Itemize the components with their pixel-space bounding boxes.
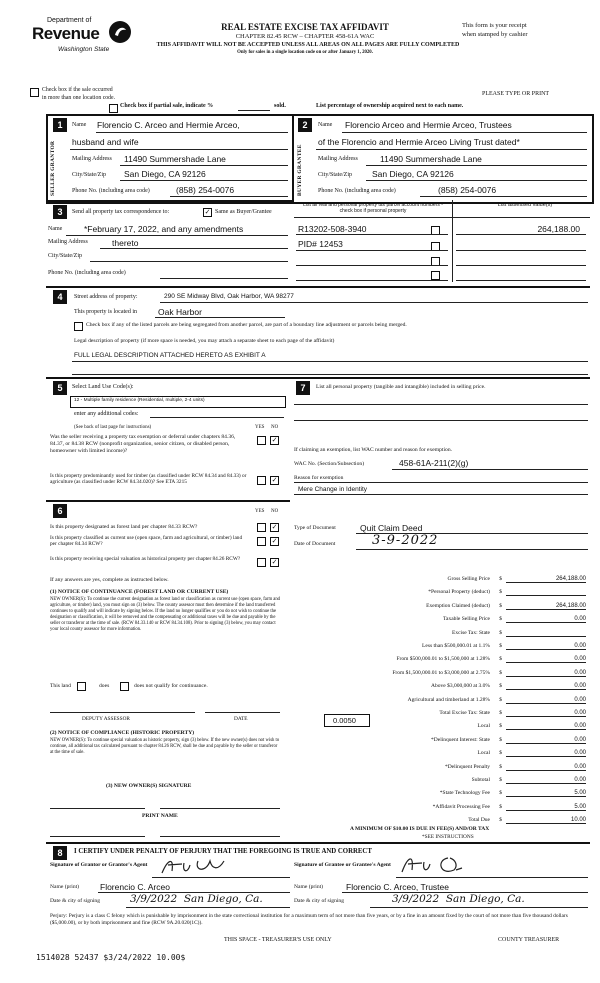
fee-value[interactable]: 0.00 (506, 616, 586, 623)
s1-city-line[interactable] (120, 180, 288, 181)
recording-stamp: 1514028 52437 $3/24/2022 10.00$ (36, 953, 186, 962)
grantor-date-city: 3/9/2022 San Diego, Ca. (130, 893, 263, 905)
grantee-date-line[interactable] (370, 907, 588, 908)
s6-q1-no-checkbox[interactable]: ✓ (271, 523, 278, 531)
exemption-label: If claiming an exemption, list WAC number and reason for exemption. (294, 447, 453, 453)
partial-sale-label: Check box if partial sale, indicate % (120, 103, 214, 109)
fee-label: Excise Tax: State (451, 629, 490, 636)
dept-line2: Revenue (32, 24, 100, 43)
s1-name-label: Name (72, 122, 87, 128)
parcel-4-personal-checkbox[interactable] (431, 271, 440, 280)
wac-line[interactable] (392, 469, 588, 470)
s6-q3: Is this property receiving special valuation as historical property per chapter 84.26 RCW? (50, 556, 241, 562)
fee-label: Taxable Selling Price (443, 616, 490, 623)
fee-value[interactable]: 0.00 (506, 750, 586, 757)
fee-value[interactable]: 0.00 (506, 737, 586, 744)
fee-value[interactable]: 0.00 (506, 643, 586, 650)
s1-city-label: City/State/Zip (72, 172, 106, 178)
does-not-label: does not qualify for continuance. (134, 683, 208, 689)
fee-row (310, 683, 590, 695)
s2-name-value1: Florencio Arceo and Hermie Arceo, Trustees (345, 120, 512, 130)
grantee-name-label: Name (print) (294, 884, 324, 890)
assessed-2-line[interactable] (456, 250, 586, 251)
fee-value[interactable]: 0.00 (506, 656, 586, 663)
fee-label: Above $3,000,000 at 3.0% (431, 683, 490, 690)
s5-q1: Was the seller receiving a property tax exemption or deferral under chapters 84.36, 84.37, or 84.38 RCW (nonprofit organization, senior citizen, or disabled person, homeowner with limited income)? (50, 434, 236, 454)
fee-value[interactable]: 5.00 (506, 790, 586, 797)
s1-city-value: San Diego, CA 92126 (124, 169, 206, 179)
parcel-2: PID# 12453 (298, 239, 343, 249)
this-land-label: This land (50, 683, 71, 689)
s5-q1-no-checkbox[interactable]: ✓ (271, 436, 278, 444)
partial-sale-checkbox[interactable] (109, 104, 118, 113)
s3-name-line[interactable] (66, 235, 288, 236)
deputy-date-label: DATE (234, 716, 248, 722)
fee-row (310, 603, 590, 615)
s6-yes: YES (255, 509, 265, 514)
s1-phone-line[interactable] (170, 196, 288, 197)
print-name-line-right[interactable] (160, 836, 280, 837)
notice1-body: NEW OWNER(S): To continue the current designation as forest land or classification as current use (open space, farm and agriculture, or timber) land, you must sign on (3) below. The county assessor must then determine if the land transferred continues to qualify and will indicate by signing below. If the land no longer qualifies or you do not wish to continue the designation or classification, it will be removed and the compensating or additional taxes will be due and payable by the seller or transferor at the time of sale. (RCW 84.33.140 or RCW 84.34.108). Prior to signing (3) below, you may contact your local county assessor for more information. (50, 597, 281, 632)
fee-row (310, 777, 590, 789)
fee-label: Exemption Claimed (deduct) (426, 602, 490, 609)
fee-label: Total Due (468, 817, 490, 824)
legal-label: Legal description of property (if more space is needed, you may attach a separate sheet to each page of the affidavit) (74, 338, 335, 344)
fee-value[interactable]: 0.00 (506, 683, 586, 690)
s6-q3-yes-checkbox[interactable] (257, 558, 266, 567)
county-treasurer: COUNTY TREASURER (498, 937, 560, 943)
s5-q1-yes-checkbox[interactable] (257, 436, 266, 445)
s5-q2-no-checkbox[interactable]: ✓ (271, 476, 278, 484)
assessed-1: 264,188.00 (537, 224, 580, 234)
located-label: This property is located in (74, 309, 137, 315)
fee-label: Subtotal (471, 777, 490, 783)
wac-label: WAC No. (Section/Subsection) (294, 461, 365, 467)
s1-name-line2[interactable] (70, 149, 288, 150)
fee-row (310, 790, 590, 802)
receipt-line1: This form is your receipt (462, 22, 527, 29)
type-or-print: PLEASE TYPE OR PRINT (482, 91, 550, 97)
fee-dollar-sign: $ (499, 643, 502, 649)
seller-grantor-label: SELLER GRANTOR (50, 140, 56, 196)
parcel-header: List all real and personal property tax parcel account numbers - check box if personal property (303, 202, 443, 214)
legal-line-1[interactable] (72, 361, 588, 362)
perjury-notice: Perjury: Perjury is a class C felony which is punishable by imprisonment in the state correctional institution for a maximum term of not more than five years, or by a fine in an amount fixed by the court of not more than five thousand dollars ($5,000.00), or by both imprisonment and fine (RCW 9A.20.020(1C)). (50, 913, 568, 926)
s6-q2-yes-checkbox[interactable] (257, 537, 266, 546)
local-rate-field[interactable] (324, 714, 370, 727)
fee-dollar-sign: $ (499, 683, 502, 690)
fee-value[interactable] (506, 630, 586, 637)
deputy-date-line[interactable] (205, 712, 280, 713)
fee-dollar-sign: $ (499, 656, 502, 663)
notice2-body: NEW OWNER(S): To continue special valuation as historic property, sign (3) below. If the new owner(s) does not wish to continue, all additional tax calculated pursuant to chapter 84.26 RCW, shall be due and payable by the seller or transferor at the time of sale. (50, 738, 280, 755)
see-back-note: (See back of last page for instructions) (74, 425, 152, 430)
s1-mailing-label: Mailing Address (72, 156, 112, 162)
grantee-date-city: 3/9/2022 San Diego, Ca. (392, 893, 525, 905)
s2-city-line[interactable] (366, 180, 587, 181)
fee-value[interactable]: 10.00 (506, 817, 586, 824)
assessed-3-line[interactable] (456, 265, 586, 266)
buyer-grantee-label: BUYER GRANTEE (297, 144, 303, 196)
grantor-signature (158, 855, 238, 879)
s2-city-label: City/State/Zip (318, 172, 352, 178)
land-use-select[interactable] (70, 396, 286, 408)
s4-top-rule (46, 286, 590, 288)
doc-type-value: Quit Claim Deed (360, 523, 423, 533)
parcel-1-line[interactable] (296, 234, 448, 235)
s3-mailing-line[interactable] (100, 248, 288, 249)
assessed-1-line[interactable] (456, 234, 586, 235)
notice2-title: (2) NOTICE OF COMPLIANCE (HISTORIC PROPERTY) (50, 730, 195, 736)
multi-location-checkbox[interactable] (30, 88, 39, 97)
s1-phone-label: Phone No. (including area code) (72, 188, 150, 194)
print-name-label: PRINT NAME (142, 813, 178, 819)
reason-label: Reason for exemption (294, 475, 344, 481)
s2-city-value: San Diego, CA 92126 (372, 169, 454, 179)
fee-dollar-sign: $ (499, 736, 502, 743)
s6-q2-no-checkbox[interactable]: ✓ (271, 537, 278, 545)
fee-value[interactable]: 0.00 (506, 697, 586, 704)
s3-phone-line[interactable] (160, 278, 288, 279)
s2-name-label: Name (318, 122, 333, 128)
minimum-note: A MINIMUM OF $10.00 IS DUE IN FEE(S) AND/OR TAX (350, 826, 490, 832)
street-value: 290 SE Midway Blvd, Oak Harbor, WA 98277 (164, 293, 294, 300)
parcel-1: R13202-508-3940 (298, 224, 367, 234)
receipt-line2: when stamped by cashier (462, 31, 528, 38)
fee-row (310, 697, 590, 709)
additional-codes-field[interactable] (150, 417, 284, 418)
fee-row (310, 750, 590, 762)
s5-yes: YES (255, 425, 265, 430)
s2-phone-line[interactable] (420, 196, 587, 197)
fee-dollar-sign: $ (499, 589, 502, 596)
fee-dollar-sign: $ (499, 629, 502, 636)
multi-location-label1: Check box if the sale occurred (42, 87, 113, 93)
grantor-name-label: Name (print) (50, 884, 80, 890)
grantor-date-label: Date & city of signing (50, 898, 101, 904)
fee-value[interactable] (506, 589, 586, 596)
ownership-note: List percentage of ownership acquired next to each name. (316, 103, 464, 109)
segregated-checkbox[interactable] (74, 322, 83, 331)
street-label: Street address of property: (74, 294, 138, 300)
s1-name-value2: husband and wife (72, 137, 139, 147)
fee-dollar-sign: $ (499, 602, 502, 609)
dept-line1: Department of (47, 17, 92, 24)
s3-name-value: *February 17, 2022, and any amendments (84, 224, 244, 234)
fee-label: Less than $500,000.01 at 1.1% (422, 643, 490, 649)
s5-q2: Is this property predominantly used for timber (as classified under RCW 84.34 and 84.33) or agriculture (as classified under RCW 84.34.020)? See ETA 3215 (50, 473, 247, 486)
fee-dollar-sign: $ (499, 696, 502, 703)
fee-label: Local (477, 750, 490, 757)
new-owner-sig-line-left[interactable] (50, 808, 145, 809)
revenue-logo (30, 15, 140, 60)
fee-label: Agricultural and timberland at 1.28% (407, 696, 490, 703)
s6-q3-no-checkbox[interactable]: ✓ (271, 558, 278, 566)
new-owner-sig-line-right[interactable] (160, 808, 280, 809)
does-label: does (99, 683, 110, 689)
section-8-number: 8 (53, 846, 67, 860)
deputy-signature-line[interactable] (50, 712, 195, 713)
fee-row (310, 656, 590, 668)
s3-phone-label: Phone No. (including area code) (48, 270, 126, 276)
fee-label: From $1,500,000.01 to $3,000,000 at 2.75% (392, 669, 490, 676)
s3-mailing-value: thereto (112, 238, 139, 248)
fee-label: Local (477, 723, 490, 730)
fee-value[interactable]: 0.00 (506, 710, 586, 717)
fee-row (310, 630, 590, 642)
fee-dollar-sign: $ (499, 790, 502, 797)
section-4-number: 4 (53, 290, 67, 304)
form-chapter: CHAPTER 82.45 RCW – CHAPTER 458-61A WAC (235, 33, 375, 40)
new-owner-sig-label: (3) NEW OWNER(S) SIGNATURE (106, 783, 192, 789)
fee-dollar-sign: $ (499, 777, 502, 783)
fee-value[interactable]: 5.00 (506, 804, 586, 811)
reason-line-2[interactable] (294, 494, 588, 495)
grantor-name-value: Florencio C. Arceo (100, 882, 170, 892)
fee-dollar-sign: $ (499, 817, 502, 824)
s6-if-any: If any answers are yes, complete as instructed below. (50, 577, 169, 583)
s3-city-label: City/State/Zip (48, 253, 82, 259)
fee-value[interactable]: 0.00 (506, 764, 586, 771)
s5-no: NO (271, 425, 279, 430)
partial-sale-sold: sold. (274, 103, 286, 109)
section-3-number: 3 (53, 205, 67, 219)
s6-top-rule (46, 500, 290, 502)
notice1-title: (1) NOTICE OF CONTINUANCE (FOREST LAND OR CURRENT USE) (50, 589, 229, 595)
deputy-assessor-label: DEPUTY ASSESSOR (82, 716, 130, 722)
s2-mailing-value: 11490 Summershade Lane (380, 154, 482, 164)
same-as-buyer-label: Same as Buyer/Grantee (215, 209, 272, 215)
s3-top-rule (46, 200, 294, 202)
land-use-value: 12 - Multiple family residence (Residential, multiple, 2-4 units) (74, 398, 205, 403)
parcel-4-line[interactable] (296, 280, 448, 281)
s1-name-line1[interactable] (96, 132, 288, 133)
s2-name-line1[interactable] (342, 132, 587, 133)
section-7-number: 7 (296, 381, 310, 395)
s1-phone-value: (858) 254-0076 (176, 185, 235, 195)
fee-value[interactable]: 264,188.00 (506, 603, 586, 610)
s6-q1: Is this property designated as forest land per chapter 84.33 RCW? (50, 524, 198, 530)
legal-value: FULL LEGAL DESCRIPTION ATTACHED HERETO AS EXHIBIT A (74, 352, 266, 359)
doc-date-label: Date of Document (294, 541, 336, 547)
fee-dollar-sign: $ (499, 803, 502, 810)
s3-name-label: Name (48, 226, 63, 232)
form-title: REAL ESTATE EXCISE TAX AFFIDAVIT (221, 22, 389, 32)
fee-label: *Personal Property (deduct) (428, 589, 490, 596)
fee-label: *State Technology Fee (439, 790, 490, 797)
assessed-header: List assessed value(s) (497, 202, 553, 208)
section-divider (292, 114, 294, 204)
does-checkbox[interactable] (77, 682, 86, 691)
fee-label: From $500,000.01 to $1,500,000 at 1.28% (396, 656, 490, 663)
fee-dollar-sign: $ (499, 576, 502, 582)
legal-line-2[interactable] (72, 374, 588, 375)
assessed-4-line[interactable] (456, 280, 586, 281)
s6-q1-yes-checkbox[interactable] (257, 523, 266, 532)
s2-mailing-label: Mailing Address (318, 156, 358, 162)
fee-value[interactable]: 0.00 (506, 723, 586, 730)
sig-grantor-label: Signature of Grantor or Grantor's Agent (50, 862, 148, 868)
parcel-3-line[interactable] (296, 265, 448, 266)
grantee-date-label: Date & city of signing (294, 898, 345, 904)
fee-label: Gross Selling Price (447, 576, 490, 582)
fee-row (310, 616, 590, 628)
fee-row (310, 764, 590, 776)
s2-phone-value: (858) 254-0076 (438, 185, 497, 195)
same-as-buyer-checkbox[interactable]: ✓ (204, 208, 211, 216)
s1-mailing-line[interactable] (120, 165, 288, 166)
multi-location-label2: in more than one location code. (42, 95, 116, 101)
form-warning: THIS AFFIDAVIT WILL NOT BE ACCEPTED UNLESS ALL AREAS ON ALL PAGES ARE FULLY COMPLETED (156, 42, 460, 48)
fee-label: *Affidavit Processing Fee (432, 803, 490, 810)
fee-row (310, 589, 590, 601)
certify-statement: I CERTIFY UNDER PENALTY OF PERJURY THAT THE FOREGOING IS TRUE AND CORRECT (74, 848, 372, 855)
located-value: Oak Harbor (158, 307, 202, 317)
fee-dollar-sign: $ (499, 763, 502, 770)
s2-name-line2[interactable] (316, 149, 587, 150)
segregated-label: Check box if any of the listed parcels are being segregated from another parcel, are part of a boundary line adjustment or parcels being merged. (86, 322, 407, 328)
located-line[interactable] (155, 317, 285, 318)
section-1-number: 1 (53, 118, 67, 132)
grantee-sig-line[interactable] (396, 877, 588, 878)
s5-q2-yes-checkbox[interactable] (257, 476, 266, 485)
doc-type-label: Type of Document (294, 525, 336, 531)
s2-phone-label: Phone No. (including area code) (318, 188, 396, 194)
fee-value[interactable]: 0.00 (506, 670, 586, 677)
grantee-name-value: Florencio C. Arceo, Trustee (346, 882, 449, 892)
s3-send-label: Send all property tax correspondence to: (72, 209, 170, 215)
fee-label: Total Excise Tax: State (439, 710, 490, 716)
revenue-seal-icon (108, 20, 132, 44)
section-6-number: 6 (53, 504, 67, 518)
s8-top-rule (46, 842, 590, 844)
grantor-sig-line[interactable] (152, 877, 290, 878)
reason-line-1[interactable] (294, 482, 588, 483)
assessed-divider (452, 200, 453, 282)
fee-dollar-sign: $ (499, 669, 502, 676)
land-use-select-label: Select Land Use Code(s): (72, 384, 134, 390)
fee-label: *Delinquent Penalty (444, 763, 490, 770)
fee-row (310, 670, 590, 682)
s3-city-line[interactable] (90, 261, 288, 262)
form-warning-sub: Only for sales in a single location code on or after January 1, 2020. (237, 50, 373, 55)
grantor-date-line[interactable] (126, 907, 290, 908)
personal-property-line-2[interactable] (294, 420, 588, 421)
parcel-header-rule (294, 217, 590, 218)
s6-no: NO (271, 509, 279, 514)
fee-value[interactable]: 264,188.00 (506, 576, 586, 583)
dept-line3: Washington State (58, 46, 110, 53)
local-rate-value: 0.0050 (333, 716, 356, 725)
fee-dollar-sign: $ (499, 616, 502, 623)
s6-q2: Is this property classified as current use (open space, farm and agricultural, or timber) land per chapter 84.34 RCW? (50, 535, 243, 548)
fee-row (310, 576, 590, 588)
fee-dollar-sign: $ (499, 710, 502, 716)
print-name-line-left[interactable] (50, 836, 145, 837)
partial-sale-percent-field[interactable] (238, 110, 270, 111)
additional-codes-label: enter any additional codes: (74, 411, 139, 417)
grantee-signature (398, 852, 488, 878)
does-not-checkbox[interactable] (120, 682, 129, 691)
fee-row (310, 737, 590, 749)
wac-value: 458-61A-211(2)(g) (399, 458, 469, 468)
s1-mailing-value: 11490 Summershade Lane (124, 154, 226, 164)
s3-mailing-label: Mailing Address (48, 239, 88, 245)
personal-property-label: List all personal property (tangible and intangible) included in selling price. (316, 384, 486, 390)
fee-row (310, 643, 590, 655)
street-line[interactable] (160, 302, 588, 303)
see-instructions: *SEE INSTRUCTIONS (422, 834, 474, 840)
s1-name-value1: Florencio C. Arceo and Hermie Arceo, (97, 120, 240, 130)
sig-grantee-label: Signature of Grantee or Grantee's Agent (294, 862, 391, 868)
parcel-2-line[interactable] (296, 250, 448, 251)
s2-mailing-line[interactable] (366, 165, 587, 166)
doc-date-value: 3-9-2022 (372, 533, 439, 548)
doc-date-line[interactable] (356, 549, 588, 550)
fee-dollar-sign: $ (499, 723, 502, 730)
treasurer-space: THIS SPACE - TREASURER'S USE ONLY (224, 937, 332, 943)
personal-property-line-1[interactable] (294, 404, 588, 405)
fee-value[interactable]: 0.00 (506, 777, 586, 784)
fee-label: *Delinquent Interest: State (431, 736, 490, 743)
s5-top-rule (46, 377, 590, 379)
s2-name-value2: of the Florencio and Hermie Arceo Living Trust dated* (318, 137, 520, 147)
fee-dollar-sign: $ (499, 750, 502, 757)
section-2-number: 2 (298, 118, 312, 132)
fee-row (310, 804, 590, 816)
section-5-number: 5 (53, 381, 67, 395)
reason-value: Mere Change in Identity (298, 486, 368, 493)
